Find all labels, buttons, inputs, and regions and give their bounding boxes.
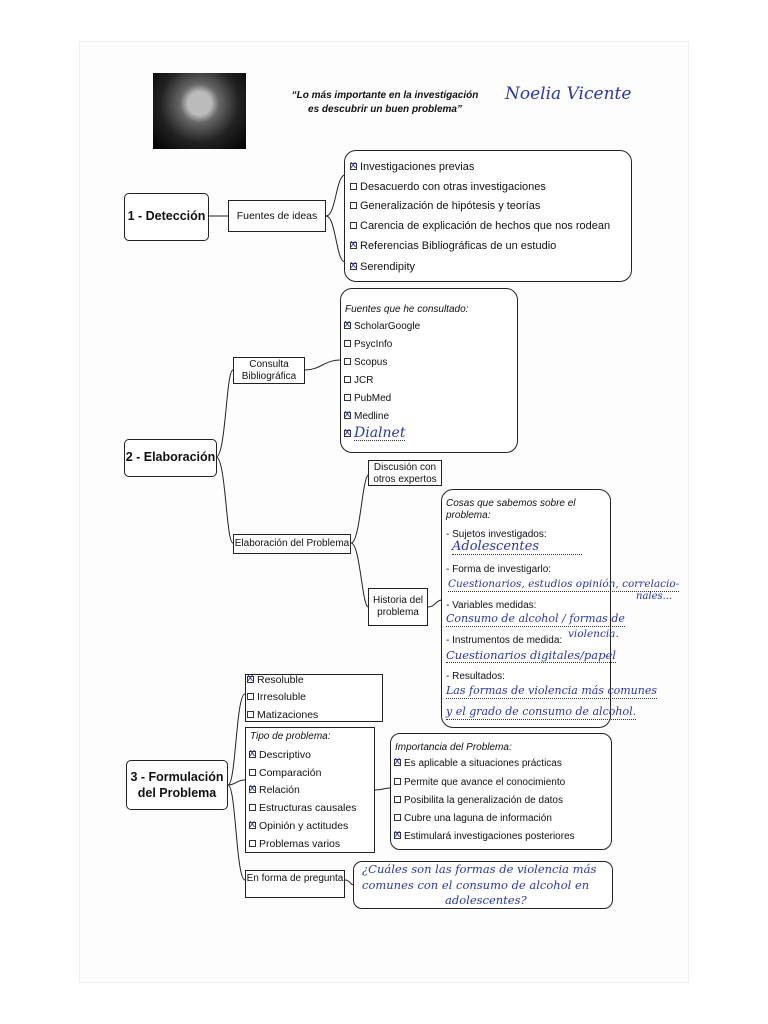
pregunta-line-1: ¿Cuáles son las formas de violencia más: [362, 862, 597, 876]
checkbox-icon: [247, 711, 254, 718]
importancia-item: xEs aplicable a situaciones prácticas: [394, 757, 562, 771]
importancia-item: Posibilita la generalización de datos: [394, 794, 563, 808]
idea-item: xReferencias Bibliográficas de un estudio: [350, 239, 556, 253]
resol-item: Matizaciones: [247, 708, 318, 722]
checkbox-icon: [249, 804, 256, 811]
source-item: xScholarGoogle: [344, 320, 420, 334]
checkbox-icon: [247, 676, 254, 683]
checkbox-icon: [350, 263, 357, 270]
importancia-item: Cubre una laguna de información: [394, 812, 552, 826]
instrumentos-label: - Instrumentos de medida:: [446, 635, 563, 646]
en-forma-pregunta-node: En forma de pregunta: [245, 870, 345, 898]
resol-item: Irresoluble: [247, 690, 306, 704]
checkbox-icon: [350, 163, 357, 170]
quote-line-1: “Lo más importante en la investigación: [291, 90, 479, 101]
discusion-expertos-node: Discusión con otros expertos: [368, 460, 442, 486]
checkbox-icon: [394, 814, 401, 821]
tipo-header: Tipo de problema:: [250, 731, 331, 742]
checkbox-icon: [249, 840, 256, 847]
portrait-photo: [153, 73, 246, 149]
checkbox-icon: [249, 822, 256, 829]
checkbox-icon: [344, 376, 351, 383]
checkbox-icon: [394, 759, 401, 766]
idea-item: Desacuerdo con otras investigaciones: [350, 180, 546, 194]
checkbox-icon: [350, 222, 357, 229]
tipo-item: Comparación: [249, 766, 321, 780]
tipo-item: xRelación: [249, 783, 300, 797]
checkbox-icon: [249, 769, 256, 776]
resol-item: xResoluble: [247, 673, 304, 687]
forma-value-cont: nales...: [636, 591, 673, 602]
variables-label: - Variables medidas:: [446, 600, 537, 611]
importancia-header: Importancia del Problema:: [395, 742, 512, 753]
idea-item: xSerendipity: [350, 260, 415, 274]
resultados-value: Las formas de violencia más comunes: [446, 684, 658, 697]
checkbox-icon: [344, 340, 351, 347]
tipo-item: xDescriptivo: [249, 748, 311, 762]
importancia-item: Permite que avance el conocimiento: [394, 776, 565, 790]
checkbox-icon: [247, 693, 254, 700]
historia-header: Cosas que sabemos sobre el problema:: [446, 498, 576, 521]
formulacion-title: 3 - Formulación del Problema: [126, 760, 228, 810]
tipo-item: Problemas varios: [249, 837, 340, 851]
variables-value-cont: violencia.: [568, 628, 619, 640]
checkbox-icon: [249, 786, 256, 793]
checkbox-icon: [344, 412, 351, 419]
checkbox-icon: [249, 751, 256, 758]
checkbox-icon: [394, 778, 401, 785]
variables-value: Consumo de alcohol / formas de: [446, 612, 625, 625]
consulta-bibliografica-node: Consulta Bibliográfica: [233, 357, 305, 384]
checkbox-icon: [350, 183, 357, 190]
historia-problema-node: Historia del problema: [368, 588, 428, 626]
source-item-handwritten: xDialnet: [344, 426, 405, 441]
idea-item: xInvestigaciones previas: [350, 160, 474, 174]
elaboracion-problema-node: Elaboración del Problema: [233, 534, 351, 554]
forma-label: - Forma de investigarlo:: [446, 564, 552, 575]
forma-value: Cuestionarios, estudios opinión, correlacio-: [448, 578, 680, 590]
checkbox-icon: [394, 832, 401, 839]
pregunta-line-2: comunes con el consumo de alcohol en: [362, 878, 590, 892]
resultados-label: - Resultados:: [446, 671, 505, 682]
checkbox-icon: [344, 394, 351, 401]
sujetos-value: Adolescentes: [452, 540, 582, 555]
checkbox-icon: [350, 202, 357, 209]
source-item: PubMed: [344, 392, 391, 406]
tipo-item: xOpinión y actitudes: [249, 819, 348, 833]
pregunta-line-3: adolescentes?: [445, 893, 527, 907]
idea-item: Generalización de hipótesis y teorías: [350, 199, 540, 213]
source-item: JCR: [344, 374, 373, 388]
source-item: xMedline: [344, 410, 389, 424]
author-signature: Noelia Vicente: [505, 84, 632, 104]
resultados-value-cont: y el grado de consumo de alcohol.: [446, 705, 637, 718]
sources-header: Fuentes que he consultado:: [345, 304, 469, 315]
checkbox-icon: [394, 796, 401, 803]
deteccion-title: 1 - Detección: [124, 193, 209, 241]
checkbox-icon: [344, 430, 351, 437]
checkbox-icon: [344, 358, 351, 365]
quote-line-2: es descubrir un buen problema”: [308, 104, 462, 115]
checkbox-icon: [350, 242, 357, 249]
importancia-item: xEstimulará investigaciones posteriores: [394, 830, 575, 844]
source-item: Scopus: [344, 356, 387, 370]
idea-item: Carencia de explicación de hechos que nos rodean: [350, 219, 610, 233]
sujetos-label: - Sujetos investigados:: [446, 529, 547, 540]
checkbox-icon: [344, 322, 351, 329]
source-item: PsycInfo: [344, 338, 392, 352]
elaboracion-title: 2 - Elaboración: [124, 439, 217, 477]
instrumentos-value: Cuestionarios digitales/papel: [446, 648, 616, 662]
tipo-item: Estructuras causales: [249, 801, 356, 815]
fuentes-ideas-node: Fuentes de ideas: [228, 200, 326, 232]
